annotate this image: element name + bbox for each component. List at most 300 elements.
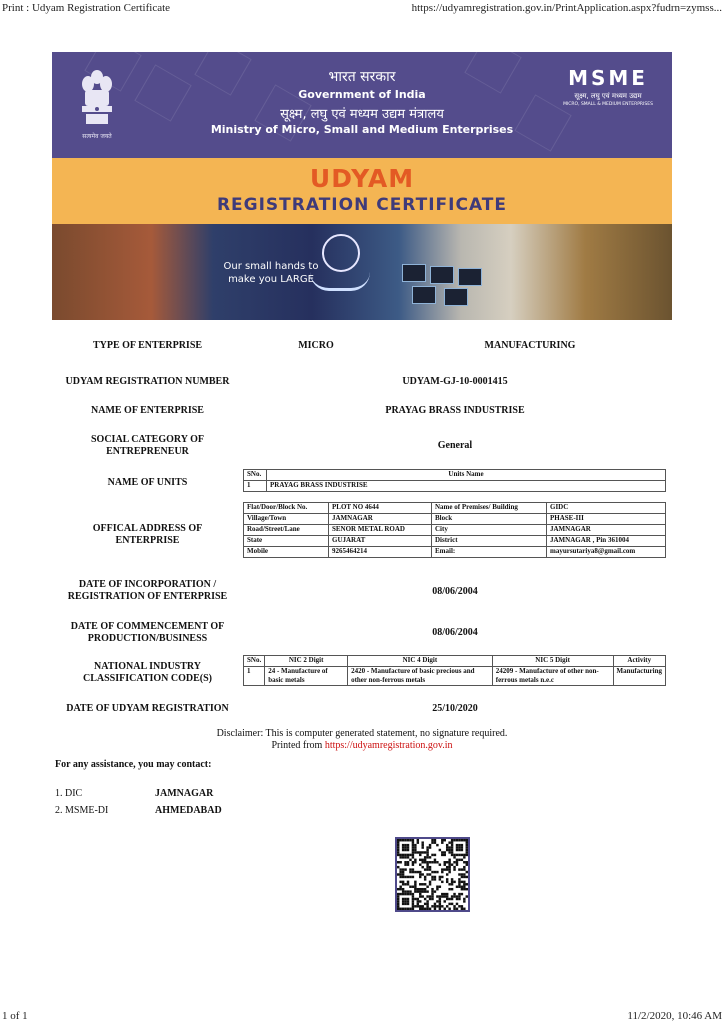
qr-module [466, 849, 468, 851]
qr-module [444, 895, 446, 897]
qr-module [404, 876, 406, 878]
qr-module [402, 908, 404, 910]
qr-module [412, 895, 414, 897]
qr-module [458, 854, 460, 856]
qr-module [448, 863, 450, 865]
qr-module [407, 890, 409, 892]
qr-module [419, 888, 421, 890]
qr-module [434, 908, 436, 910]
qr-module [421, 873, 423, 875]
qr-module [399, 861, 401, 863]
qr-module [446, 895, 448, 897]
qr-module [409, 839, 411, 841]
nic-header-4digit: NIC 4 Digit [348, 656, 493, 667]
qr-module [402, 849, 404, 851]
qr-module [399, 893, 401, 895]
qr-module [426, 903, 428, 905]
nic-header-row [244, 656, 666, 667]
qr-module [426, 908, 428, 910]
qr-module [397, 851, 399, 853]
qr-module [436, 844, 438, 846]
qr-module [399, 873, 401, 875]
qr-module [404, 839, 406, 841]
qr-module [446, 898, 448, 900]
qr-module [446, 905, 448, 907]
print-page-title: Print : Udyam Registration Certificate [2, 2, 171, 14]
qr-module [409, 886, 411, 888]
disclaimer-text: Disclaimer: This is computer generated statement, no signature required. [216, 728, 508, 739]
table-row [244, 536, 666, 547]
address-key: Village/Town [244, 514, 329, 525]
qr-module [441, 895, 443, 897]
qr-module [424, 861, 426, 863]
qr-module [399, 854, 401, 856]
qr-module [419, 859, 421, 861]
qr-module [458, 881, 460, 883]
qr-module [424, 851, 426, 853]
enterprise-activity-value: MANUFACTURING [484, 340, 576, 351]
units-cell-sno: 1 [244, 481, 267, 492]
enterprise-name-label: NAME OF ENTERPRISE [91, 405, 204, 416]
units-cell-name: PRAYAG BRASS INDUSTRISE [267, 481, 666, 492]
qr-module [451, 881, 453, 883]
qr-module [399, 856, 401, 858]
qr-module [412, 849, 414, 851]
qr-module [451, 903, 453, 905]
qr-module [402, 856, 404, 858]
qr-module [429, 846, 431, 848]
qr-module [429, 868, 431, 870]
qr-module [407, 881, 409, 883]
qr-module [453, 866, 455, 868]
qr-module [402, 873, 404, 875]
qr-module [407, 876, 409, 878]
address-value: GIDC [547, 503, 666, 514]
qr-module [397, 908, 399, 910]
qr-module [456, 844, 458, 846]
qr-module [431, 871, 433, 873]
qr-module [461, 908, 463, 910]
registration-certificate-title: REGISTRATION CERTIFICATE [216, 195, 508, 215]
qr-module [431, 890, 433, 892]
qr-module [426, 895, 428, 897]
qr-module [412, 886, 414, 888]
udyam-registration-date-value: 25/10/2020 [432, 703, 478, 714]
qr-module [424, 888, 426, 890]
qr-module [463, 888, 465, 890]
qr-module [456, 908, 458, 910]
qr-module [424, 898, 426, 900]
qr-module [404, 903, 406, 905]
qr-module [429, 908, 431, 910]
qr-module [417, 890, 419, 892]
qr-module [397, 844, 399, 846]
qr-module [404, 846, 406, 848]
qr-module [461, 876, 463, 878]
qr-module [414, 849, 416, 851]
qr-module [458, 873, 460, 875]
qr-module [453, 895, 455, 897]
qr-module [461, 868, 463, 870]
qr-module [461, 888, 463, 890]
qr-module [407, 856, 409, 858]
qr-module [439, 849, 441, 851]
qr-module [431, 841, 433, 843]
qr-module [414, 881, 416, 883]
qr-module [397, 873, 399, 875]
qr-module [448, 851, 450, 853]
qr-module [446, 849, 448, 851]
qr-module [434, 839, 436, 841]
qr-module [407, 844, 409, 846]
qr-module [412, 846, 414, 848]
contact-dic-place: JAMNAGAR [155, 788, 214, 799]
government-band [52, 52, 672, 158]
qr-module [397, 849, 399, 851]
qr-module [404, 893, 406, 895]
qr-module [461, 844, 463, 846]
qr-module [463, 908, 465, 910]
qr-module [463, 839, 465, 841]
units-label: NAME OF UNITS [107, 477, 188, 488]
qr-module [446, 844, 448, 846]
qr-module [417, 839, 419, 841]
qr-module [407, 861, 409, 863]
address-key: State [244, 536, 329, 547]
qr-module [439, 903, 441, 905]
qr-module [461, 886, 463, 888]
qr-module [444, 868, 446, 870]
qr-module [412, 851, 414, 853]
nic-cell-sno: 1 [244, 667, 265, 686]
qr-module [448, 871, 450, 873]
qr-module [424, 890, 426, 892]
qr-module [451, 849, 453, 851]
qr-module [407, 849, 409, 851]
table-row [244, 547, 666, 558]
qr-module [466, 876, 468, 878]
qr-module [419, 905, 421, 907]
qr-module [421, 841, 423, 843]
qr-module [397, 895, 399, 897]
qr-module [429, 881, 431, 883]
udyam-registration-date-label: DATE OF UDYAM REGISTRATION [66, 703, 229, 714]
banner-tagline: Our small hands to make you LARGE [223, 261, 319, 285]
qr-module [426, 856, 428, 858]
qr-module [451, 851, 453, 853]
qr-module [444, 839, 446, 841]
qr-module [414, 846, 416, 848]
qr-module [463, 861, 465, 863]
address-key: Name of Premises/ Building [432, 503, 547, 514]
nic-header-5digit: NIC 5 Digit [492, 656, 613, 667]
qr-module [453, 881, 455, 883]
qr-module [412, 839, 414, 841]
qr-module [426, 861, 428, 863]
qr-module [439, 876, 441, 878]
table-row [244, 525, 666, 536]
qr-module [426, 868, 428, 870]
qr-module [414, 886, 416, 888]
address-table [243, 502, 666, 558]
address-value: JAMNAGAR [547, 525, 666, 536]
qr-module [404, 900, 406, 902]
table-row [244, 481, 666, 492]
qr-module [419, 908, 421, 910]
qr-module [402, 839, 404, 841]
type-of-enterprise-label: TYPE OF ENTERPRISE [92, 340, 203, 351]
qr-module [461, 839, 463, 841]
qr-module [397, 861, 399, 863]
qr-module [453, 893, 455, 895]
qr-module [448, 908, 450, 910]
qr-module [417, 851, 419, 853]
qr-module [451, 888, 453, 890]
qr-module [434, 876, 436, 878]
assistance-heading: For any assistance, you may contact: [55, 759, 212, 770]
udyam-title: UDYAM [309, 164, 415, 193]
qr-module [434, 861, 436, 863]
qr-module [444, 851, 446, 853]
qr-module [429, 844, 431, 846]
qr-module [417, 905, 419, 907]
qr-module [399, 888, 401, 890]
qr-module [397, 900, 399, 902]
qr-module [414, 859, 416, 861]
qr-module [424, 859, 426, 861]
qr-module [436, 888, 438, 890]
qr-module [429, 861, 431, 863]
qr-module [448, 898, 450, 900]
qr-module [466, 861, 468, 863]
qr-module [434, 854, 436, 856]
qr-module [419, 890, 421, 892]
qr-module [426, 846, 428, 848]
qr-module [431, 895, 433, 897]
address-value: GUJARAT [329, 536, 432, 547]
qr-module [412, 844, 414, 846]
qr-module [419, 876, 421, 878]
nic-cell-activity: Manufacturing [613, 667, 666, 686]
qr-module [441, 851, 443, 853]
social-category-value: General [437, 440, 473, 451]
qr-module [421, 859, 423, 861]
qr-module [463, 900, 465, 902]
qr-module [466, 854, 468, 856]
qr-module [402, 876, 404, 878]
qr-module [409, 854, 411, 856]
address-value: JAMNAGAR [329, 514, 432, 525]
udyam-portal-link[interactable]: https://udyamregistration.gov.in [324, 740, 453, 751]
incorporation-date-label: DATE OF INCORPORATION / REGISTRATION OF ENTERPRISE [67, 579, 228, 602]
address-key: Flat/Door/Block No. [244, 503, 329, 514]
qr-module [451, 854, 453, 856]
qr-module [426, 863, 428, 865]
qr-module [439, 863, 441, 865]
qr-module [419, 863, 421, 865]
qr-module [404, 861, 406, 863]
qr-module [441, 868, 443, 870]
qr-module [439, 905, 441, 907]
qr-module [463, 898, 465, 900]
qr-module [417, 903, 419, 905]
qr-module [439, 886, 441, 888]
contact-msme-di-label: 2. MSME-DI [55, 805, 109, 816]
ministry-hindi: सूक्ष्म, लघु एवं मध्यम उद्यम मंत्रालय [280, 107, 444, 122]
qr-module [456, 854, 458, 856]
qr-module [448, 868, 450, 870]
qr-module [412, 893, 414, 895]
qr-module [434, 905, 436, 907]
qr-module [404, 844, 406, 846]
qr-module [456, 895, 458, 897]
qr-module [407, 854, 409, 856]
address-key: District [432, 536, 547, 547]
qr-module [402, 903, 404, 905]
qr-module [412, 900, 414, 902]
contact-msme-di-place: AHMEDABAD [155, 805, 222, 816]
qr-module [397, 841, 399, 843]
qr-module [461, 905, 463, 907]
qr-module [399, 908, 401, 910]
qr-module [421, 866, 423, 868]
msme-logo-english: MICRO, SMALL & MEDIUM ENTERPRISES [563, 102, 653, 107]
chakra-icon [322, 234, 360, 272]
qr-module [458, 905, 460, 907]
qr-module [436, 886, 438, 888]
address-key: City [432, 525, 547, 536]
table-row [244, 667, 666, 686]
qr-module [421, 851, 423, 853]
qr-module [426, 886, 428, 888]
qr-module [461, 854, 463, 856]
qr-module [466, 841, 468, 843]
qr-module [424, 883, 426, 885]
qr-module [448, 903, 450, 905]
qr-module [419, 854, 421, 856]
qr-module [397, 893, 399, 895]
qr-module [407, 903, 409, 905]
qr-module [407, 846, 409, 848]
address-key: Block [432, 514, 547, 525]
qr-module [426, 905, 428, 907]
printed-from-label: Printed from [271, 740, 325, 751]
qr-module [409, 859, 411, 861]
address-key: Mobile [244, 547, 329, 558]
qr-module [456, 903, 458, 905]
qr-module [402, 888, 404, 890]
qr-module [407, 893, 409, 895]
qr-module [463, 883, 465, 885]
qr-module [439, 895, 441, 897]
nic-cell-2digit: 24 - Manufacture of basic metals [265, 667, 348, 686]
qr-module [448, 883, 450, 885]
qr-module [451, 841, 453, 843]
qr-module [429, 856, 431, 858]
qr-module [466, 839, 468, 841]
qr-module [448, 849, 450, 851]
qr-module [404, 849, 406, 851]
qr-module [463, 868, 465, 870]
msme-logo-word: MSME [568, 66, 648, 90]
qr-module [412, 856, 414, 858]
qr-module [458, 883, 460, 885]
address-value: PHASE-III [547, 514, 666, 525]
address-key: Road/Street/Lane [244, 525, 329, 536]
qr-module [402, 871, 404, 873]
qr-module [402, 893, 404, 895]
qr-module [453, 854, 455, 856]
qr-module [451, 883, 453, 885]
qr-module [456, 898, 458, 900]
qr-module [434, 878, 436, 880]
qr-module [402, 890, 404, 892]
qr-module [402, 900, 404, 902]
qr-module [446, 846, 448, 848]
qr-module [404, 890, 406, 892]
qr-module [412, 905, 414, 907]
print-datetime: 11/2/2020, 10:46 AM [627, 1010, 722, 1022]
qr-module [424, 868, 426, 870]
qr-module [417, 841, 419, 843]
banner-photo-strip [52, 224, 672, 320]
qr-module [436, 905, 438, 907]
qr-module [429, 866, 431, 868]
qr-module [463, 866, 465, 868]
qr-module [463, 873, 465, 875]
address-value: SENOR METAL ROAD [329, 525, 432, 536]
qr-module [402, 868, 404, 870]
qr-module [461, 846, 463, 848]
qr-module [431, 876, 433, 878]
ministry-english: Ministry of Micro, Small and Medium Enterprises [210, 123, 514, 136]
qr-code [395, 837, 470, 912]
qr-module [448, 859, 450, 861]
qr-module [453, 908, 455, 910]
qr-module [407, 839, 409, 841]
qr-module [402, 854, 404, 856]
qr-module [458, 878, 460, 880]
qr-module [446, 866, 448, 868]
qr-module [461, 849, 463, 851]
title-band [52, 158, 672, 224]
qr-module [439, 908, 441, 910]
qr-module [397, 854, 399, 856]
qr-module [397, 898, 399, 900]
qr-module [458, 849, 460, 851]
official-address-label: OFFICAL ADDRESS OF ENTERPRISE [92, 523, 203, 546]
qr-module [436, 871, 438, 873]
qr-module [412, 903, 414, 905]
qr-module [399, 886, 401, 888]
qr-module [446, 881, 448, 883]
qr-module [451, 846, 453, 848]
qr-module [441, 881, 443, 883]
qr-module [453, 839, 455, 841]
qr-module [421, 883, 423, 885]
qr-module [448, 846, 450, 848]
qr-module [463, 881, 465, 883]
units-header-row [244, 470, 666, 481]
qr-module [434, 841, 436, 843]
qr-module [407, 908, 409, 910]
address-value: JAMNAGAR , Pin 361004 [547, 536, 666, 547]
qr-module [444, 854, 446, 856]
qr-module [448, 866, 450, 868]
nic-header-2digit: NIC 2 Digit [265, 656, 348, 667]
government-hindi: भारत सरकार [328, 69, 396, 85]
qr-module [399, 871, 401, 873]
